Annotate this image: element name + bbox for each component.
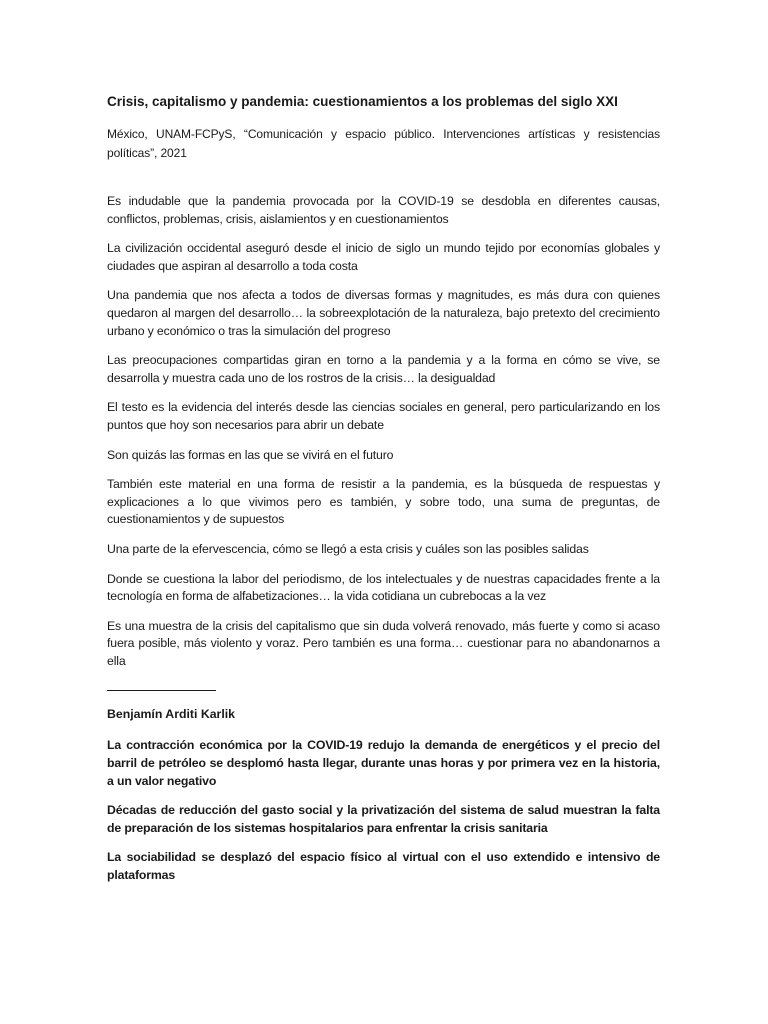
- paragraph: La civilización occidental aseguró desde el inicio de siglo un mundo tejido por economías globales y ciudades que aspiran al desarrollo a toda costa: [107, 241, 660, 273]
- paragraph: Donde se cuestiona la labor del periodismo, de los intelectuales y de nuestras capacidades frente a la tecnología en forma de alfabetizaciones… la vida cotidiana un cubrebocas a la vez: [107, 571, 660, 604]
- separator-line: [107, 690, 216, 691]
- paragraph: También este material en una forma de resistir a la pandemia, es la búsqueda de respuestas y explicaciones a lo que vivimos pero es también, y sobre todo, una suma de preguntas, de cuestionamientos y de supuestos: [107, 477, 660, 527]
- paragraph: Son quizás las formas en las que se vivirá en el futuro: [107, 447, 394, 462]
- paragraph: Es indudable que la pandemia provocada por la COVID-19 se desdobla en diferentes causas, conflictos, problemas, crisis, aislamientos y en cuestionamientos: [107, 194, 660, 226]
- section-author: [107, 737, 660, 884]
- paragraph: La sociabilidad se desplazó del espacio físico al virtual con el uso extendido e intensivo de plataformas: [107, 850, 660, 883]
- paragraph: Décadas de reducción del gasto social y la privatización del sistema de salud muestran la falta de preparación de los sistemas hospitalarios para enfrentar la crisis sanitaria: [107, 803, 660, 835]
- paragraph: La contracción económica por la COVID-19 redujo la demanda de energéticos y el precio del barril de petróleo se desplomó hasta llegar, durante unas horas y por primera vez en la historia, a un valor negativo: [107, 738, 660, 788]
- paragraph: Una pandemia que nos afecta a todos de diversas formas y magnitudes, es más dura con quienes quedaron al margen del desarrollo… la sobreexplotación de la naturaleza, bajo pretexto del crecimiento urbano y económico o tras la simulación del progreso: [107, 288, 660, 338]
- paragraph: Es una muestra de la crisis del capitalismo que sin duda volverá renovado, más fuerte y como si acaso fuera posible, más violento y voraz. Pero también es una forma… cuestionar para no abandonarnos a ella: [107, 618, 660, 668]
- author-name: Benjamín Arditi Karlik: [107, 707, 236, 722]
- document-title: Crisis, capitalismo y pandemia: cuestionamientos a los problemas del siglo XXI: [107, 94, 618, 109]
- document-source: México, UNAM-FCPyS, “Comunicación y espacio público. Intervenciones artísticas y resistencias políticas”, 2021: [107, 127, 660, 160]
- paragraph: El testo es la evidencia del interés desde las ciencias sociales en general, pero particularizando en los puntos que hoy son necesarios para abrir un debate: [107, 400, 660, 432]
- paragraph: Las preocupaciones compartidas giran en torno a la pandemia y a la forma en cómo se vive, se desarrolla y muestra cada uno de los rostros de la crisis… la desigualdad: [107, 353, 660, 385]
- section-intro: [107, 193, 660, 670]
- paragraph: Una parte de la efervescencia, cómo se llegó a esta crisis y cuáles son las posibles salidas: [107, 541, 589, 556]
- document-page: [107, 93, 660, 897]
